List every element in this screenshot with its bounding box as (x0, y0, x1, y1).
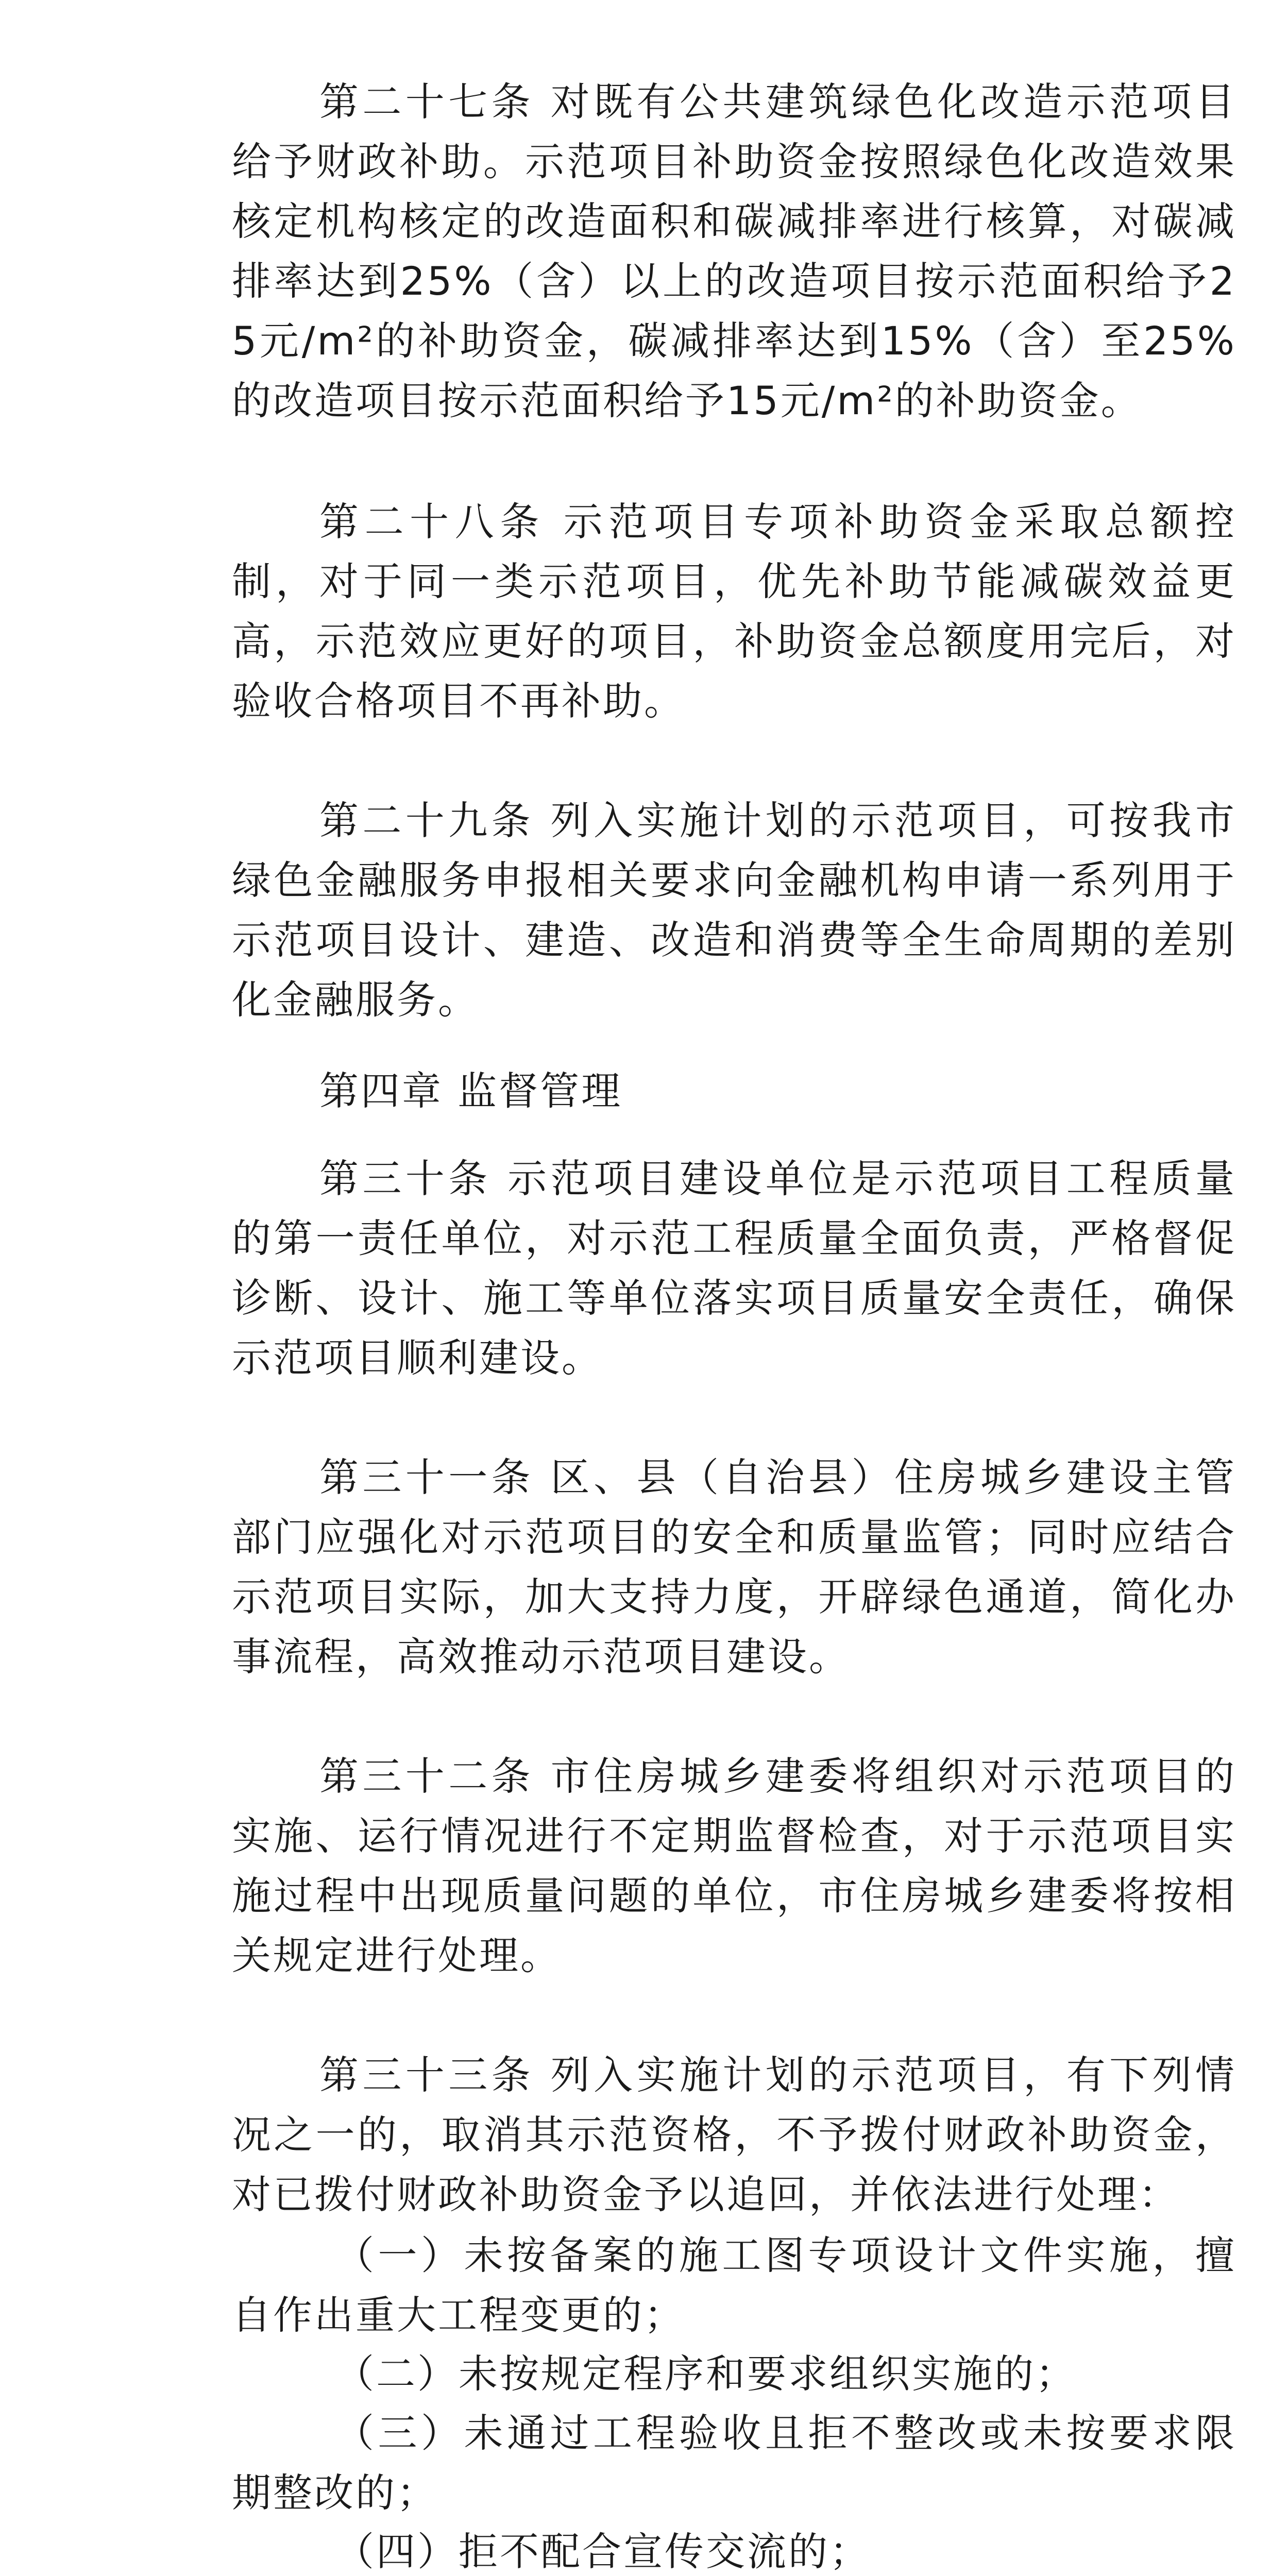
article-32-paragraph: 第三十二条 市住房城乡建委将组织对示范项目的实施、运行情况进行不定期监督检查，对于示范项目实施过程中出现质量问题的单位，市住房城乡建委将按相关规定进行处理。 (232, 1753, 1236, 1978)
list-item-1: （一）未按备案的施工图专项设计文件实施，擅自作出重大工程变更的； (232, 2232, 1236, 2338)
article-27-paragraph: 第二十七条 对既有公共建筑绿色化改造示范项目给予财政补助。示范项目补助资金按照绿色化改造效果核定机构核定的改造面积和碳减排率进行核算，对碳减排率达到25%（含）以上的改造项目按示范面积给予25元/m²的补助资金，碳减排率达到15%（含）至25%的改造项目按示范面积给予15元/m²的补助资金。 (232, 79, 1236, 423)
list-item-4: （四）拒不配合宣传交流的； (335, 2529, 871, 2574)
article-30-paragraph: 第三十条 示范项目建设单位是示范项目工程质量的第一责任单位，对示范工程质量全面负责，严格督促诊断、设计、施工等单位落实项目质量安全责任，确保示范项目顺利建设。 (232, 1156, 1236, 1381)
list-item-3: （三）未通过工程验收且拒不整改或未按要求限期整改的； (232, 2410, 1236, 2516)
article-31-paragraph: 第三十一条 区、县（自治县）住房城乡建设主管部门应强化对示范项目的安全和质量监管；同时应结合示范项目实际，加大支持力度，开辟绿色通道，简化办事流程，高效推动示范项目建设。 (232, 1454, 1236, 1680)
article-29-paragraph: 第二十九条 列入实施计划的示范项目，可按我市绿色金融服务申报相关要求向金融机构申请一系列用于示范项目设计、建造、改造和消费等全生命周期的差别化金融服务。 (232, 798, 1236, 1023)
article-28-paragraph: 第二十八条 示范项目专项补助资金采取总额控制，对于同一类示范项目，优先补助节能减碳效益更高，示范效应更好的项目，补助资金总额度用完后，对验收合格项目不再补助。 (232, 499, 1236, 724)
chapter-4-heading: 第四章 监督管理 (319, 1068, 623, 1114)
list-item-2: （二）未按规定程序和要求组织实施的； (335, 2351, 1077, 2397)
article-33-paragraph: 第三十三条 列入实施计划的示范项目，有下列情况之一的，取消其示范资格，不予拨付财政补助资金，对已拨付财政补助资金予以追回，并依法进行处理： (232, 2052, 1236, 2217)
